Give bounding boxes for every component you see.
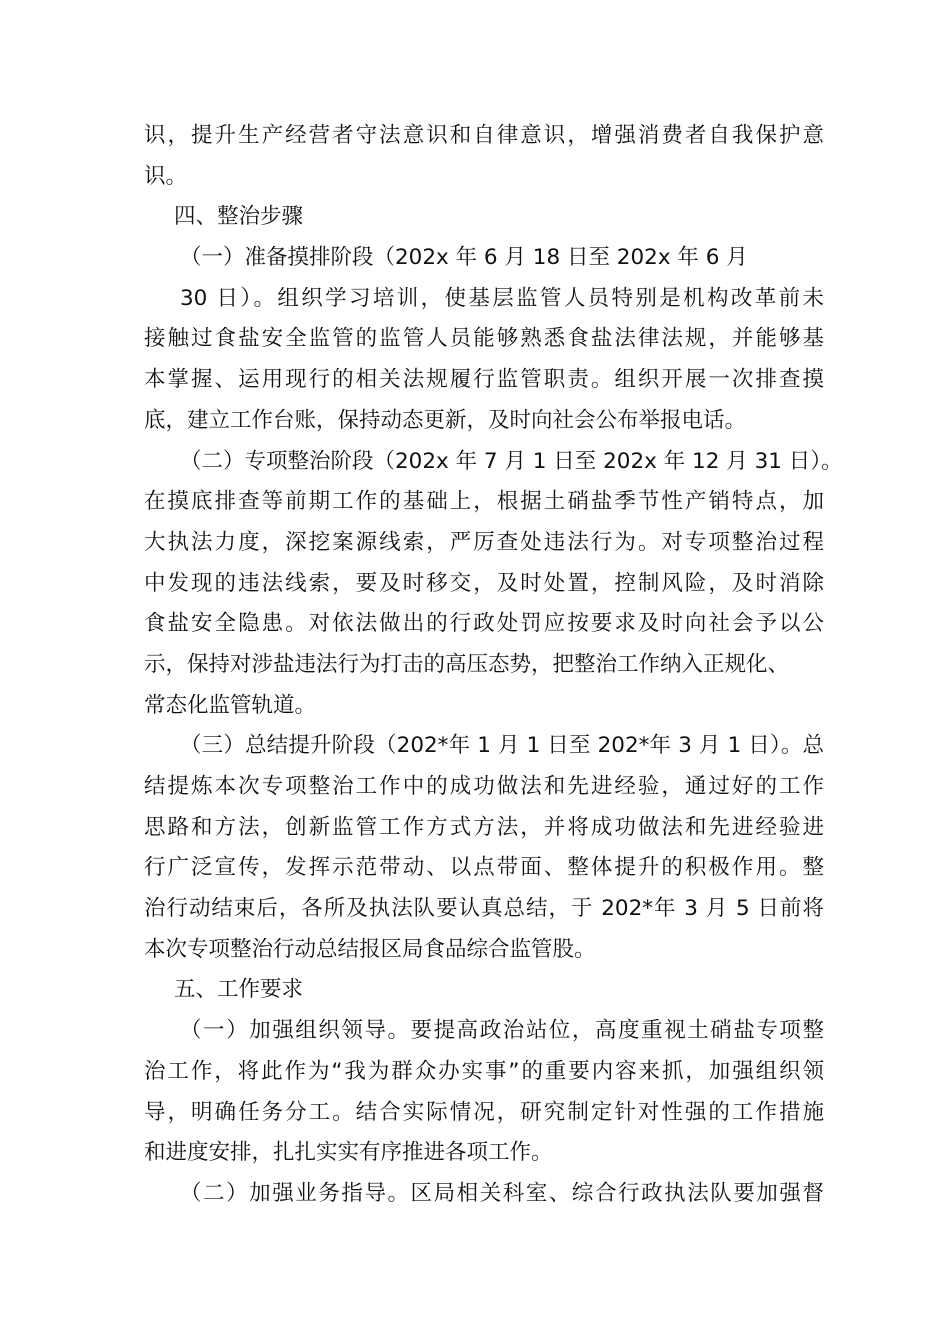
paragraph-line: 大执法力度，深挖案源线索，严厉查处违法行为。对专项整治过程 — [144, 529, 824, 555]
paragraph-line: 本次专项整治行动总结报区局食品综合监管股。 — [144, 936, 596, 962]
paragraph-line: 行广泛宣传，发挥示范带动、以点带面、整体提升的积极作用。整 — [144, 855, 824, 881]
paragraph-line: 接触过食盐安全监管的监管人员能够熟悉食盐法律法规，并能够基 — [144, 326, 824, 352]
paragraph-line: 底，建立工作台账，保持动态更新，及时向社会公布举报电话。 — [144, 407, 747, 433]
section-heading: 五、工作要求 — [174, 977, 304, 1003]
paragraph-line: 在摸底排查等前期工作的基础上，根据土硝盐季节性产销特点，加 — [144, 489, 824, 515]
paragraph-line: 导，明确任务分工。结合实际情况，研究制定针对性强的工作措施 — [144, 1099, 824, 1125]
paragraph-line: 示，保持对涉盐违法行为打击的高压态势，把整治工作纳入正规化、 — [144, 651, 790, 677]
paragraph-line: 结提炼本次专项整治工作中的成功做法和先进经验，通过好的工作 — [144, 774, 824, 799]
subsection-heading: （二）加强业务指导。区局相关科室、综合行政执法队要加强督 — [180, 1180, 824, 1206]
paragraph-line: 治工作，将此作为“我为群众办实事”的重要内容来抓，加强组织领 — [144, 1058, 824, 1084]
paragraph-line: 食盐安全隐患。对依法做出的行政处罚应按要求及时向社会予以公 — [144, 611, 824, 637]
paragraph-line: 本掌握、运用现行的相关法规履行监管职责。组织开展一次排查摸 — [144, 367, 824, 393]
paragraph-line: 常态化监管轨道。 — [144, 692, 317, 718]
paragraph-line: 治行动结束后，各所及执法队要认真总结，于 202*年 3 月 5 日前将 — [144, 896, 824, 922]
subsection-heading: （一）准备摸排阶段（202x 年 6 月 18 日至 202x 年 6 月 — [180, 245, 748, 271]
paragraph-line: 识。 — [144, 163, 188, 189]
subsection-heading: （一）加强组织领导。要提高政治站位，高度重视土硝盐专项整 — [180, 1018, 824, 1044]
subsection-heading: （三）总结提升阶段（202*年 1 月 1 日至 202*年 3 月 1 日）。总 — [180, 733, 824, 759]
paragraph-line: 30 日）。组织学习培训，使基层监管人员特别是机构改革前未 — [180, 285, 824, 311]
section-heading: 四、整治步骤 — [174, 204, 304, 230]
paragraph-line: 和进度安排，扎扎实实有序推进各项工作。 — [144, 1140, 553, 1166]
paragraph-line: 中发现的违法线索，要及时移交，及时处置，控制风险，及时消除 — [144, 570, 824, 596]
paragraph-line: 思路和方法，创新监管工作方式方法，并将成功做法和先进经验进 — [144, 814, 824, 840]
paragraph-line: 识，提升生产经营者守法意识和自律意识，增强消费者自我保护意 — [144, 123, 824, 148]
document-body — [144, 116, 843, 1215]
subsection-heading: （二）专项整治阶段（202x 年 7 月 1 日至 202x 年 12 月 31 日）。 — [180, 448, 843, 474]
